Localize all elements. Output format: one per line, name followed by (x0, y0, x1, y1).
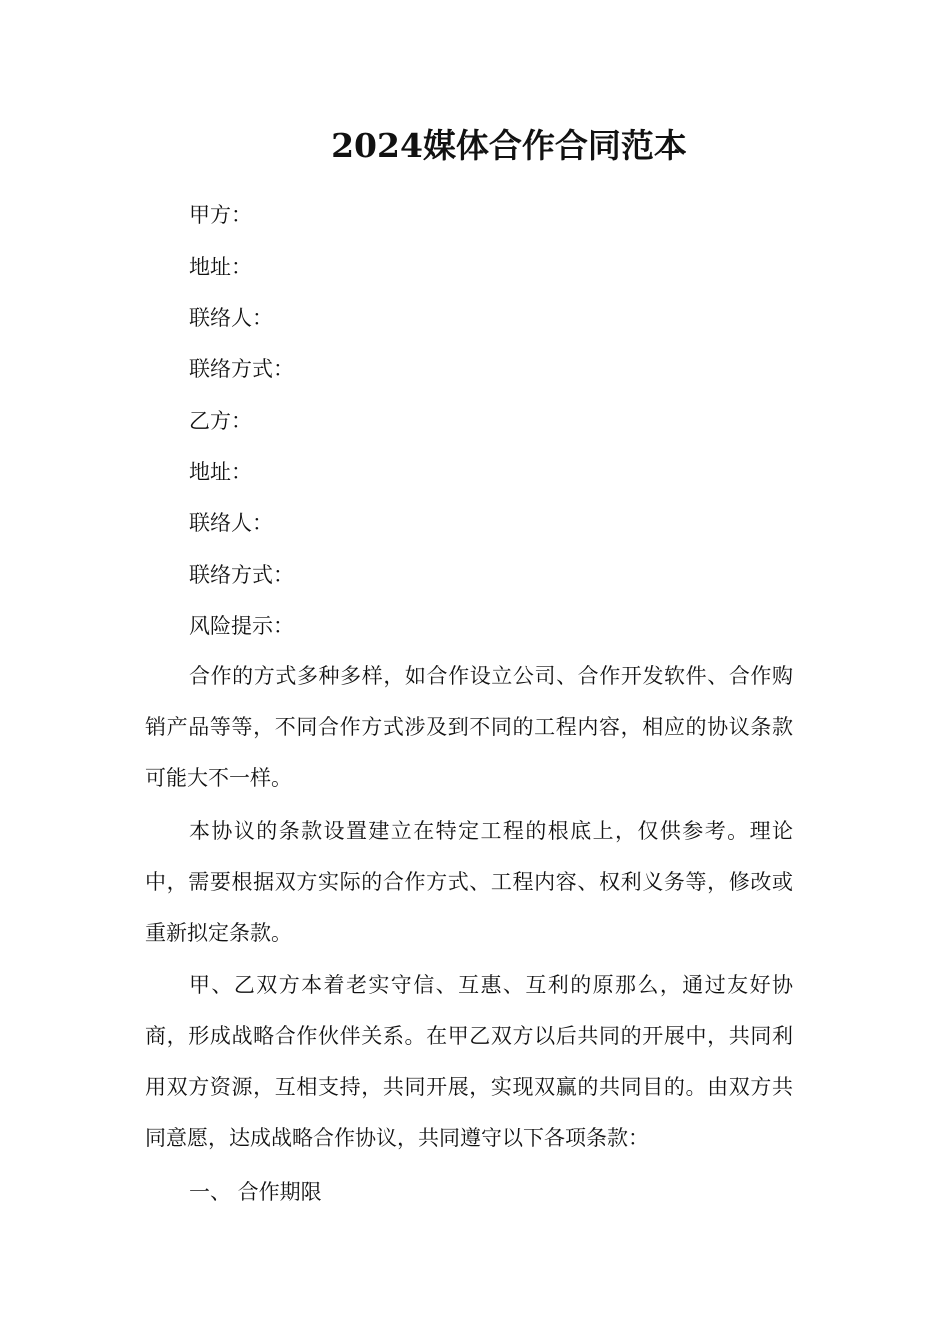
party-b-label: 乙方： (189, 409, 252, 433)
paragraph-reference-note: 本协议的条款设置建立在特定工程的根底上，仅供参考。理论中，需要根据双方实际的合作方式、工程内容、权利义务等，修改或重新拟定条款。 (145, 819, 793, 945)
party-a-label: 甲方： (189, 203, 252, 227)
document-title: 2024媒体合作合同范本 (331, 126, 687, 165)
party-b-address-label: 地址： (189, 460, 252, 484)
party-a-address-label: 地址： (189, 255, 252, 279)
risk-label: 风险提示： (189, 614, 294, 638)
paragraph-cooperation-modes: 合作的方式多种多样，如合作设立公司、合作开发软件、合作购销产品等等，不同合作方式涉及到不同的工程内容，相应的协议条款可能大不一样。 (145, 664, 793, 790)
party-a-contact-label: 联络人： (189, 306, 273, 330)
paragraph-partnership: 甲、乙双方本着老实守信、互惠、互利的原那么，通过友好协商，形成战略合作伙伴关系。在甲乙双方以后共同的开展中，共同利用双方资源，互相支持，共同开展，实现双赢的共同目的。由双方共同意愿，达成战略合作协议，共同遵守以下各项条款： (145, 973, 793, 1150)
party-a-phone-label: 联络方式： (189, 357, 294, 381)
party-b-phone-label: 联络方式： (189, 563, 294, 587)
section-heading-term: 一、 合作期限 (189, 1180, 322, 1204)
party-b-contact-label: 联络人： (189, 511, 273, 535)
